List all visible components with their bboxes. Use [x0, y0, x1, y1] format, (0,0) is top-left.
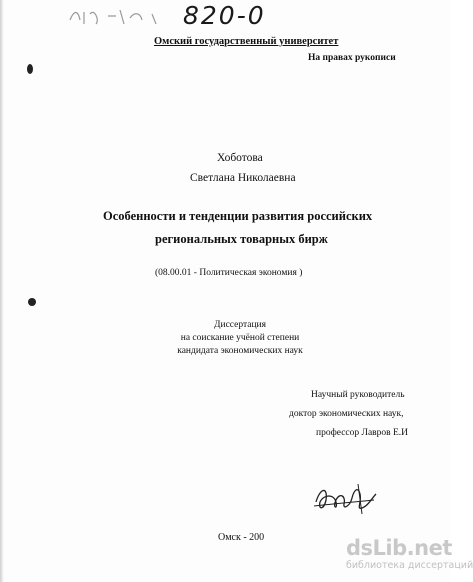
handwritten-signature [310, 480, 380, 520]
degree-line: кандидата экономических наук [177, 346, 303, 356]
dslib-watermark [346, 536, 473, 580]
supervisor-name: профессор Лавров Е.И [316, 428, 409, 438]
scan-edge-shadow [0, 0, 4, 582]
city-and-year: Омск - 200 [218, 532, 265, 543]
university-name: Омский государственный университет [154, 36, 339, 47]
dissertation-title-line-1: Особенности и тенденции развития российских [103, 209, 373, 223]
faint-pencil-scribble [68, 6, 168, 28]
dissertation-label: Диссертация [214, 320, 266, 330]
dslib-subtitle: библиотека диссертаций [346, 560, 473, 571]
author-name: Светлана Николаевна [190, 172, 296, 184]
supervisor-degree: доктор экономических наук, [289, 409, 404, 419]
supervisor-label: Научный руководитель [311, 390, 405, 400]
handwritten-catalog-number: 820-0 [183, 1, 266, 30]
dslib-logo: dsLib.net [346, 536, 452, 560]
manuscript-rights-note: На правах рукописи [308, 53, 396, 63]
dissertation-title-line-2: региональных товарных бирж [155, 232, 328, 246]
author-surname: Хоботова [217, 152, 263, 164]
degree-line: на соискание учёной степени [180, 333, 300, 343]
binding-hole-mark [28, 298, 36, 306]
binding-hole-mark [27, 64, 33, 74]
specialty-code: (08.00.01 - Политическая экономия ) [155, 268, 303, 278]
